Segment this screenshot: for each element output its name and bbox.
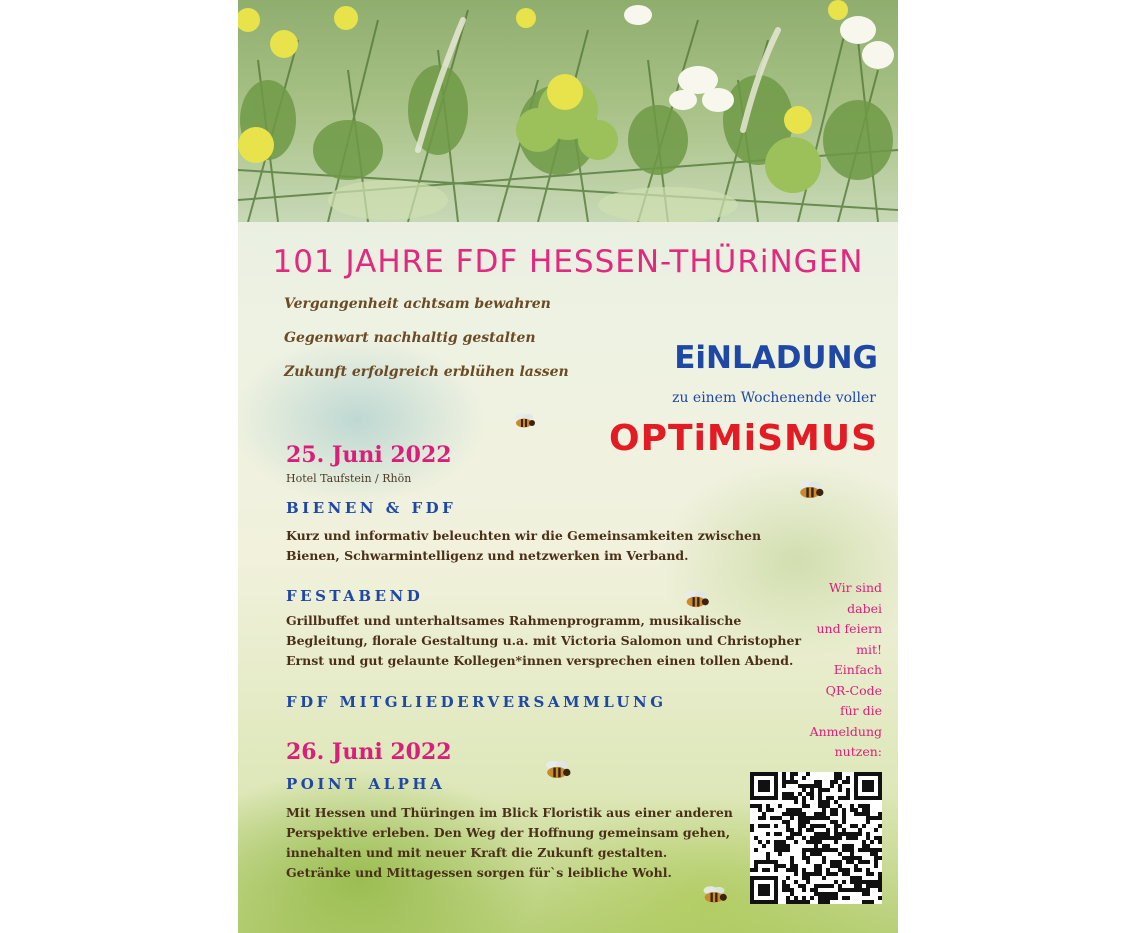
bee-icon	[682, 589, 710, 614]
section-heading-point-alpha: POINT ALPHA	[286, 775, 446, 793]
note-line: Wir sind	[828, 580, 882, 595]
note-line: QR-Code	[825, 682, 882, 698]
text-line: Bienen, Schwarmintelligenz und netzwerken im Verband.	[286, 548, 689, 563]
note-line: Anmeldung	[809, 723, 882, 739]
bee-icon	[700, 884, 728, 910]
event-poster	[238, 0, 898, 933]
note-line: mit!	[856, 641, 882, 657]
bee-icon	[795, 479, 825, 505]
qr-code[interactable]	[750, 772, 882, 904]
note-line: nutzen:	[834, 744, 882, 759]
note-line: Einfach	[833, 662, 882, 677]
text-line: Grillbuffet und unterhaltsames Rahmenprogramm, musikalische	[286, 613, 742, 628]
section-heading-festabend: FESTABEND	[286, 587, 424, 605]
invitation-highlight: OPTiMiSMUS	[609, 418, 878, 459]
registration-note	[798, 578, 882, 763]
text-line: Ernst und gut gelaunte Kollegen*innen versprechen einen tollen Abend.	[286, 653, 794, 668]
text-line: innehalten und mit neuer Kraft die Zukunft gestalten.	[286, 845, 668, 860]
invitation-subline: zu einem Wochenende voller	[672, 390, 876, 406]
qr-code-graphic[interactable]	[750, 772, 882, 904]
bee-icon	[542, 759, 572, 785]
bee-icon	[512, 412, 536, 434]
text-line: Perspektive erleben. Den Weg der Hoffnung gemeinsam gehen,	[286, 825, 731, 840]
text-line: Getränke und Mittagessen sorgen für`s leibliche Wohl.	[286, 865, 672, 880]
section-text-bienen	[286, 526, 761, 566]
section-heading-bienen: BIENEN & FDF	[286, 499, 457, 517]
motto-line: Zukunft erfolgreich erblühen lassen	[284, 364, 569, 380]
section-text-festabend	[286, 611, 801, 671]
motto-line: Gegenwart nachhaltig gestalten	[284, 330, 536, 346]
section-text-point-alpha	[286, 803, 733, 883]
invitation-heading: EiNLADUNG	[674, 340, 878, 376]
day2-date: 26. Juni 2022	[286, 739, 452, 765]
text-line: Mit Hessen und Thüringen im Blick Floristik aus einer anderen	[286, 805, 733, 820]
section-heading-mitgliederversammlung: FDF MITGLIEDERVERSAMMLUNG	[286, 693, 667, 711]
text-line: Begleitung, florale Gestaltung u.a. mit Victoria Salomon und Christopher	[286, 633, 802, 648]
flower-photo	[238, 0, 898, 222]
note-line: dabei	[847, 600, 882, 616]
note-line: und feiern	[816, 621, 882, 636]
day1-date: 25. Juni 2022	[286, 442, 452, 468]
motto-line: Vergangenheit achtsam bewahren	[284, 296, 551, 312]
day1-location: Hotel Taufstein / Rhön	[286, 472, 412, 485]
poster-title: 101 JAHRE FDF HESSEN-THÜRiNGEN	[272, 244, 864, 280]
text-line: Kurz und informativ beleuchten wir die Gemeinsamkeiten zwischen	[286, 528, 762, 543]
note-line: für die	[839, 703, 882, 718]
